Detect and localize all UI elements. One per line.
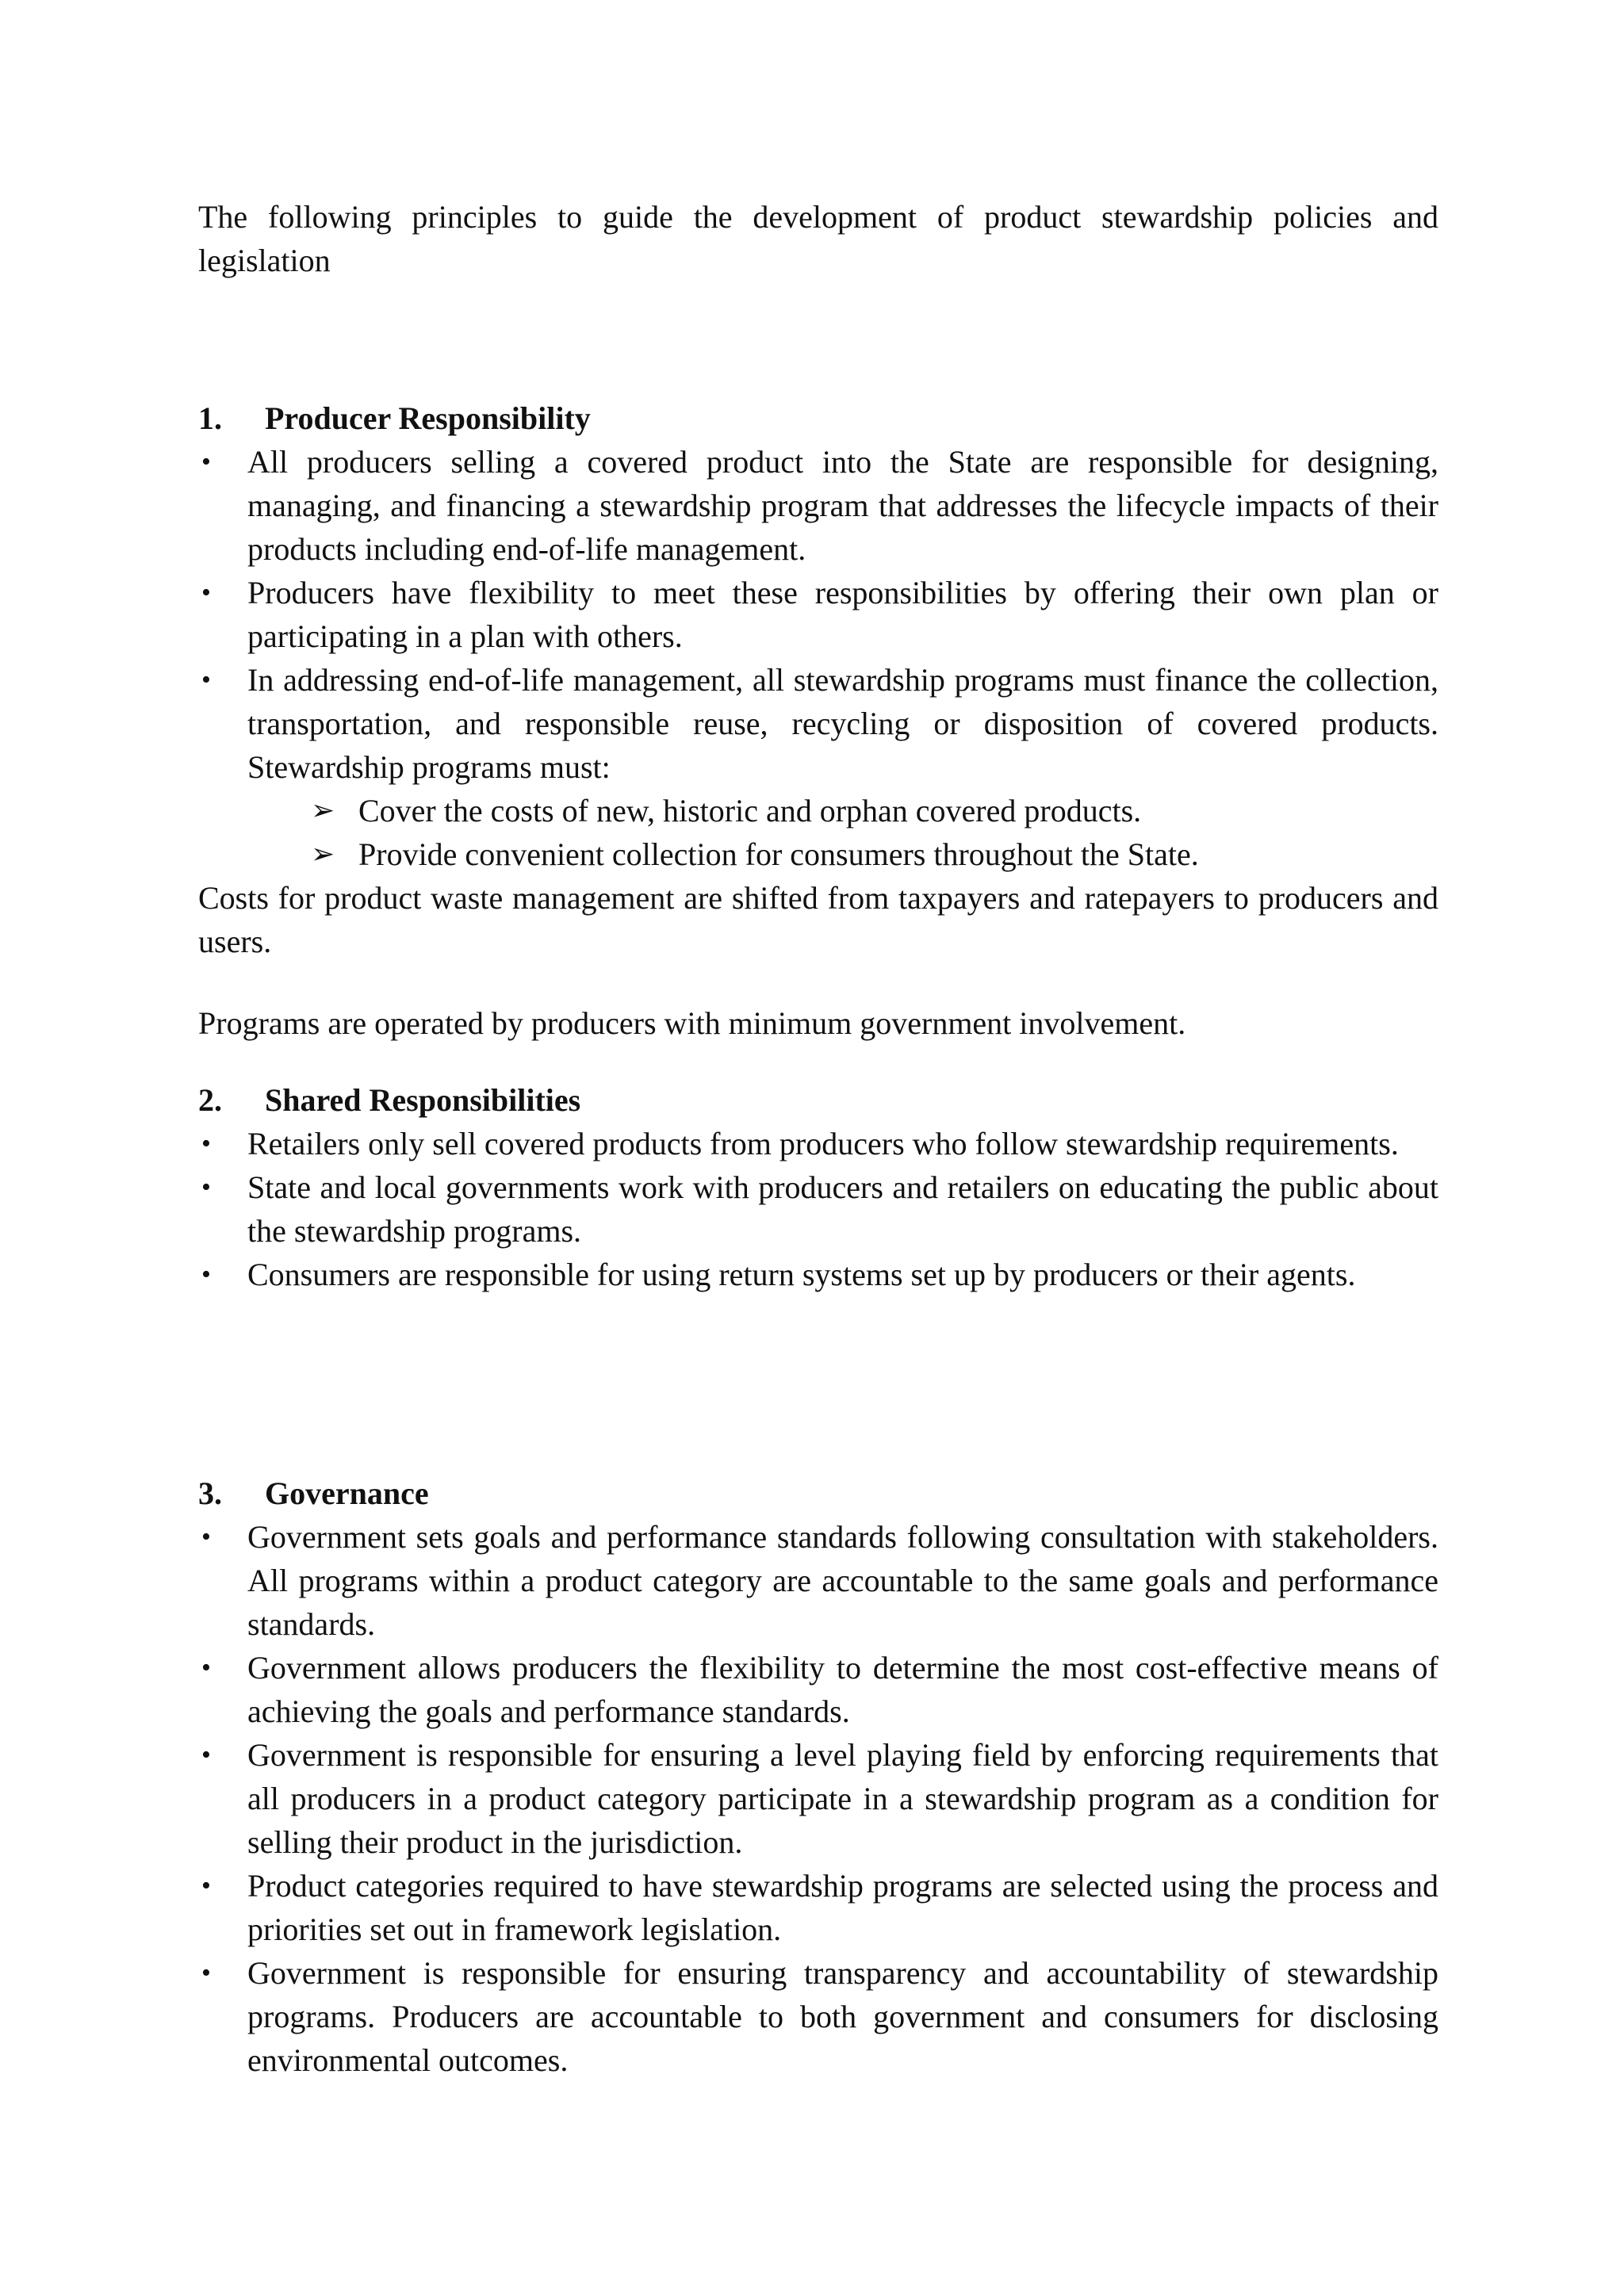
sub-bullet-list <box>198 789 1438 876</box>
section-producer-responsibility <box>198 396 1438 1045</box>
list-item <box>198 1515 1438 1646</box>
bullet-icon: • <box>201 1129 211 1158</box>
section-title: Producer Responsibility <box>265 400 591 436</box>
section-number: 2. <box>198 1082 222 1118</box>
list-item-text: Government is responsible for ensuring a level playing field by enforcing requirements that all producers in a product category participate in a stewardship program as a condition for selling their product in the jurisdiction. <box>247 1737 1438 1860</box>
sub-list-item-text: Cover the costs of new, historic and orphan covered products. <box>358 793 1142 828</box>
bullet-icon: • <box>201 665 211 695</box>
bullet-list <box>198 1122 1438 1296</box>
list-item-text: Government sets goals and performance standards following consultation with stakeholders. All programs within a product category are accountable to the same goals and performance standards. <box>247 1519 1438 1642</box>
list-item <box>198 1733 1438 1864</box>
list-item <box>198 1951 1438 2082</box>
list-item <box>198 658 1438 789</box>
list-item-text: Government allows producers the flexibility to determine the most cost-effective means of achieving the goals and performance standards. <box>247 1650 1438 1729</box>
list-item <box>198 1165 1438 1253</box>
body-paragraph: Programs are operated by producers with minimum government involvement. <box>198 1005 1186 1041</box>
section-shared-responsibilities <box>198 1078 1438 1296</box>
list-item-text: Government is responsible for ensuring transparency and accountability of stewardship programs. Producers are accountable to both government and consumers for disclosing environmental outcomes. <box>247 1955 1438 2078</box>
bullet-icon: • <box>201 1871 211 1900</box>
list-item <box>198 571 1438 658</box>
bullet-icon: • <box>201 447 211 476</box>
bullet-list <box>198 440 1438 789</box>
list-item-text: Retailers only sell covered products from producers who follow stewardship requirements. <box>247 1126 1399 1161</box>
intro-paragraph: The following principles to guide the development of product stewardship policies and legislation <box>198 199 1438 278</box>
body-paragraph: Costs for product waste management are shifted from taxpayers and ratepayers to producers and users. <box>198 880 1438 959</box>
list-item <box>198 1646 1438 1733</box>
section-title: Governance <box>265 1475 429 1511</box>
bullet-icon: • <box>201 1653 211 1682</box>
list-item-text: Producers have flexibility to meet these responsibilities by offering their own plan or participating in a plan with others. <box>247 575 1438 654</box>
list-item-text: Product categories required to have stewardship programs are selected using the process and priorities set out in framework legislation. <box>247 1868 1438 1947</box>
list-item <box>198 1864 1438 1951</box>
bullet-icon: • <box>201 578 211 607</box>
section-heading <box>198 1471 1438 1515</box>
section-title: Shared Responsibilities <box>265 1082 581 1118</box>
list-item <box>198 1122 1438 1165</box>
document-page <box>198 195 1438 2078</box>
arrow-bullet-icon: ➢ <box>311 794 335 826</box>
section-heading <box>198 396 1438 440</box>
list-item-text: All producers selling a covered product into the State are responsible for designing, managing, and financing a stewardship program that addresses the lifecycle impacts of their products including end-of-life management. <box>247 444 1438 567</box>
bullet-icon: • <box>201 1260 211 1289</box>
list-item-text: In addressing end-of-life management, all stewardship programs must finance the collection, transportation, and responsible reuse, recycling or disposition of covered products. Stewardship programs must: <box>247 662 1438 785</box>
list-item-text: State and local governments work with producers and retailers on educating the public about the stewardship programs. <box>247 1169 1438 1249</box>
section-governance <box>198 1471 1438 2082</box>
sub-list-item-text: Provide convenient collection for consumers throughout the State. <box>358 836 1199 872</box>
sub-list-item <box>198 789 1438 832</box>
bullet-icon: • <box>201 1740 211 1770</box>
bullet-icon: • <box>201 1522 211 1552</box>
section-number: 3. <box>198 1475 222 1511</box>
bullet-icon: • <box>201 1173 211 1202</box>
bullet-icon: • <box>201 1958 211 1988</box>
arrow-bullet-icon: ➢ <box>311 838 335 870</box>
list-item-text: Consumers are responsible for using return systems set up by producers or their agents. <box>247 1257 1356 1292</box>
list-item <box>198 1253 1438 1296</box>
list-item <box>198 440 1438 571</box>
section-heading <box>198 1078 1438 1122</box>
sub-list-item <box>198 832 1438 876</box>
bullet-list <box>198 1515 1438 2082</box>
section-number: 1. <box>198 400 222 436</box>
